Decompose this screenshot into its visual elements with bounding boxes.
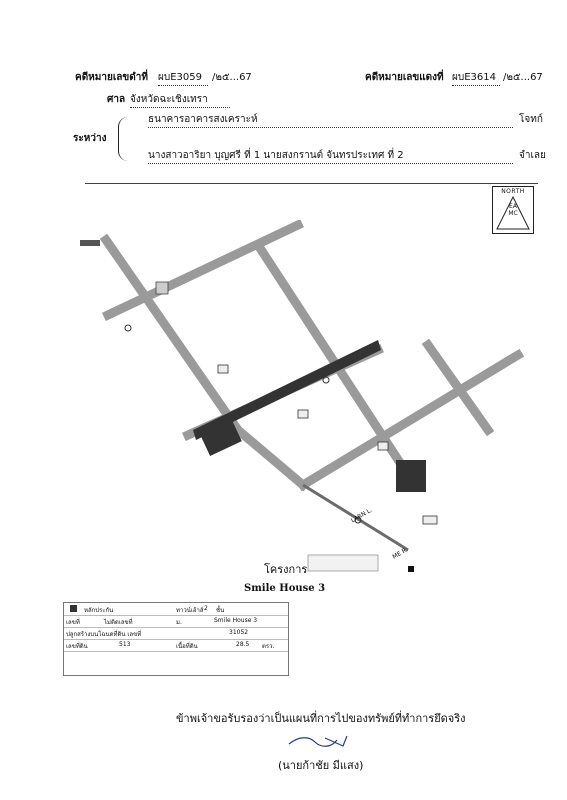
project-name: Smile House 3 xyxy=(244,583,326,594)
table-cell: ปลูกสร้างบนโฉนดที่ดิน เลขที่ xyxy=(66,631,142,638)
road-label-2: ME R. xyxy=(391,546,410,561)
compass-letters: EAMC xyxy=(508,203,518,217)
red-case-label: คดีหมายเลขแดงที่ xyxy=(365,72,444,83)
map-legend-box xyxy=(80,240,100,246)
road-lower-left xyxy=(238,430,303,485)
building-block xyxy=(396,460,426,492)
table-cell: หลักประกัน xyxy=(84,607,114,614)
plaintiff-role: โจทก์ xyxy=(519,114,543,125)
table-cell: 31052 xyxy=(229,629,249,636)
location-map xyxy=(78,220,528,590)
plaintiff-name: ธนาคารอาคารสงเคราะห์ xyxy=(148,112,513,128)
table-cell: ทาวน์เฮ้าส์ xyxy=(176,607,204,614)
project-marker xyxy=(408,566,414,572)
black-case-label: คดีหมายเลขดำที่ xyxy=(75,72,148,83)
road-right-diagonal xyxy=(428,345,488,430)
separator-line xyxy=(85,183,538,184)
table-cell: Smile House 3 xyxy=(214,617,258,624)
road-center-diagonal xyxy=(258,245,408,475)
table-row xyxy=(64,639,288,652)
table-cell: เลขที่ xyxy=(66,619,80,626)
table-cell: เลขที่ดิน xyxy=(66,643,88,650)
table-cell: 2 xyxy=(204,605,208,612)
road-label-1: LARN L. xyxy=(349,506,374,525)
black-case-year: /๒๕...67 xyxy=(212,72,252,83)
red-case-value: ผบE3614 xyxy=(452,70,500,86)
compass-label: NORTH xyxy=(501,188,525,195)
marker-square-icon xyxy=(70,605,77,612)
table-cell: ชั้น xyxy=(216,607,225,614)
defendant-role: จำเลย xyxy=(519,150,546,161)
property-table xyxy=(63,602,289,676)
court-value: จังหวัดฉะเชิงเทรา xyxy=(130,92,230,108)
project-site-outline xyxy=(308,555,378,571)
road-left-diagonal xyxy=(106,240,238,430)
black-case-value: ผบE3059 xyxy=(158,70,208,86)
table-cell: ไม่ติดเลขที่ xyxy=(104,619,133,626)
between-label: ระหว่าง xyxy=(73,133,107,144)
bracket xyxy=(118,117,133,161)
signer-name: (นายก้าชัย มีแสง) xyxy=(278,759,364,772)
table-cell: 513 xyxy=(119,641,131,648)
certification-text: ข้าพเจ้าขอรับรองว่าเป็นแผนที่การไปของทรัพย์ที่ทำการยึดจริง xyxy=(176,712,466,725)
project-label: โครงการ xyxy=(264,563,308,576)
red-case-year: /๒๕...67 xyxy=(503,72,543,83)
defendant-name: นางสาวอาริยา บุญศรี ที่ 1 นายสงกรานต์ จันทรประเทศ ที่ 2 xyxy=(148,148,513,164)
table-cell: ตรว. xyxy=(262,643,275,650)
table-cell: ม. xyxy=(176,619,182,626)
table-cell: เนื้อที่ดิน xyxy=(176,643,198,650)
court-label: ศาล xyxy=(107,94,126,105)
table-cell: 28.5 xyxy=(236,641,250,648)
signature xyxy=(285,730,355,754)
